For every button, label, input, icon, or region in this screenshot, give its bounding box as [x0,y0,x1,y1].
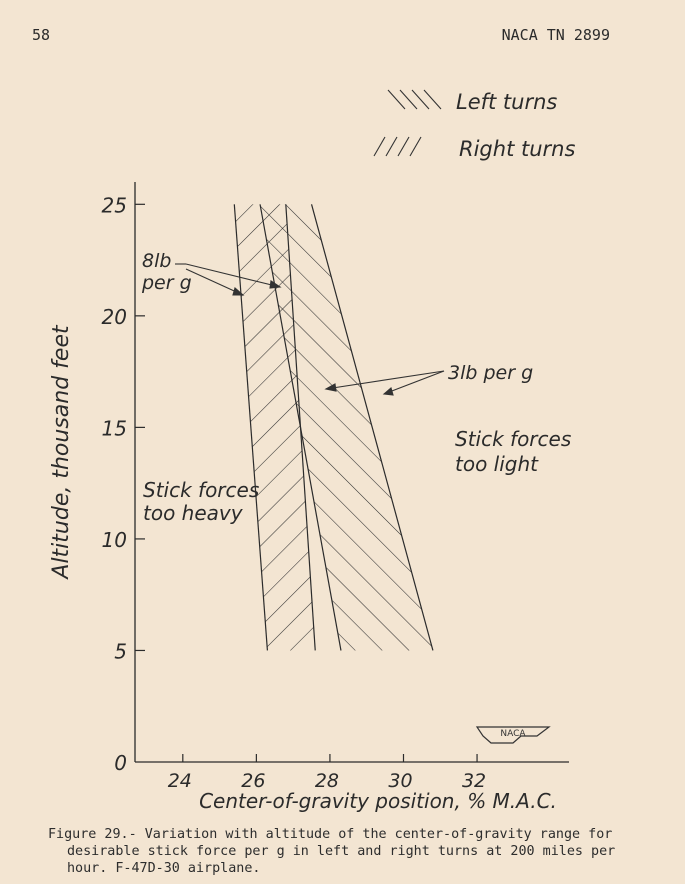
x-tick-label: 24 [167,770,192,792]
x-tick-label: 32 [461,770,487,792]
annotation-8lb-line1: 8lb [142,250,172,272]
annotation-too-heavy-line2: too heavy [143,501,243,525]
y-tick-label: 10 [101,527,127,552]
legend-label-left: Left turns [456,90,558,114]
caption-line-2: desirable stick force per g in left and right turns at 200 miles per [67,844,616,859]
annotation-too-heavy-line1: Stick forces [143,478,260,502]
y-axis-label: Altitude, thousand feet [49,325,74,579]
annotation-8lb-line2: per g [142,272,192,294]
x-axis-label: Center-of-gravity position, % M.A.C. [199,789,557,813]
hatched-regions [234,204,433,650]
page-number: 58 [32,26,51,44]
naca-logo-text: NACA [500,729,526,739]
figure-caption [48,826,648,877]
document-id: NACA TN 2899 [501,26,610,44]
legend-label-right: Right turns [459,137,576,161]
x-tick-label: 26 [241,770,266,792]
naca-logo [477,727,549,743]
legend-marks-left [388,90,441,109]
y-tick-label: 15 [101,416,127,441]
caption-line-3: hour. F-47D-30 airplane. [67,861,261,876]
y-tick-label: 5 [114,639,127,664]
legend [374,90,575,161]
annotation-too-light [455,427,571,476]
annotation-too-light-line2: too light [455,452,538,476]
y-tick-label: 25 [101,193,127,218]
x-tick-label: 28 [314,770,340,792]
y-tick-label: 20 [101,304,127,329]
x-tick-label: 30 [388,770,413,792]
y-tick-label: 0 [114,751,127,775]
annotation-too-light-line1: Stick forces [455,427,572,451]
legend-marks-right [374,137,421,156]
annotation-too-heavy [143,478,259,525]
annotation-3lb-text: 3lb per g [448,362,534,384]
caption-line-1: Figure 29.- Variation with altitude of the center-of-gravity range for [48,827,613,842]
